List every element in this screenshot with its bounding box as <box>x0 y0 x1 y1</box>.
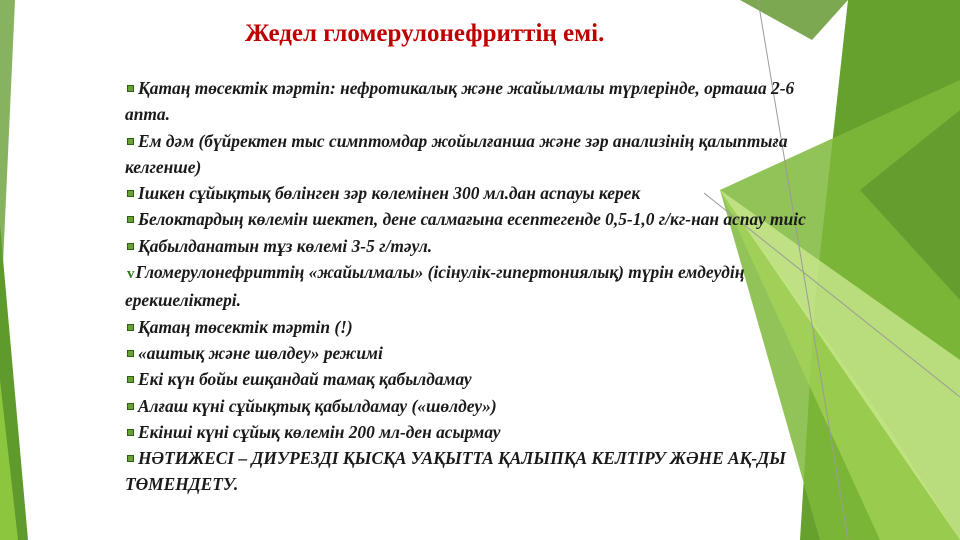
bullet-item <box>125 393 825 419</box>
square-bullet-icon <box>127 403 134 410</box>
bullet-item <box>125 445 825 498</box>
bullet-item <box>125 314 825 340</box>
bullet-item <box>125 128 825 181</box>
bullet-item <box>125 75 825 128</box>
square-bullet-icon <box>127 138 134 145</box>
bullet-text: Ем дәм (бүйректен тыс симптомдар жойылғанша және зәр анализінің қалыптыға келгенше) <box>125 130 788 177</box>
bullet-list <box>125 75 825 498</box>
square-bullet-icon <box>127 455 134 462</box>
bullet-item <box>125 259 825 314</box>
bullet-text: Ішкен сұйықтық бөлінген зәр көлемінен 300 мл.дан аспауы керек <box>138 183 641 204</box>
bullet-text: Екі күн бойы ешқандай тамақ қабылдамау <box>138 369 472 390</box>
bullet-text: Белоктардың көлемін шектеп, дене салмағына есептегенде 0,5-1,0 г/кг-нан аспау тиіс <box>138 209 806 230</box>
checkmark-v-icon: v <box>127 266 135 283</box>
bullet-item <box>125 180 825 206</box>
bullet-text: Қатаң төсектік тәртіп (!) <box>138 316 353 337</box>
bullet-item <box>125 233 825 259</box>
bullet-item <box>125 206 825 232</box>
square-bullet-icon <box>127 243 134 250</box>
bullet-text: Қабылданатын тұз көлемі 3-5 г/тәул. <box>138 235 433 256</box>
square-bullet-icon <box>127 429 134 436</box>
square-bullet-icon <box>127 216 134 223</box>
square-bullet-icon <box>127 324 134 331</box>
square-bullet-icon <box>127 376 134 383</box>
bullet-text: НӘТИЖЕСІ – ДИУРЕЗДІ ҚЫСҚА УАҚЫТТА ҚАЛЫПҚА КЕЛТІРУ ЖӘНЕ АҚ-ДЫ ТӨМЕНДЕТУ. <box>125 448 786 495</box>
bullet-text: Гломерулонефриттің «жайылмалы» (ісінулік-гипертониялық) түрін емдеудің ерекшеліктері. <box>125 262 745 311</box>
bullet-text: Қатаң төсектік тәртіп: нефротикалық және жайылмалы түрлерінде, орташа 2-6 апта. <box>125 78 795 125</box>
square-bullet-icon <box>127 85 134 92</box>
bullet-text: «аштық және шөлдеу» режимі <box>138 342 383 363</box>
square-bullet-icon <box>127 190 134 197</box>
bullet-text: Алғаш күні сұйықтық қабылдамау («шөлдеу») <box>138 395 497 416</box>
bullet-item <box>125 419 825 445</box>
bullet-item <box>125 366 825 392</box>
square-bullet-icon <box>127 350 134 357</box>
bullet-text: Екінші күні сұйық көлемін 200 мл-ден асырмау <box>138 421 501 442</box>
bullet-item <box>125 340 825 366</box>
slide-title: Жедел гломерулонефриттің емі. <box>245 20 605 47</box>
